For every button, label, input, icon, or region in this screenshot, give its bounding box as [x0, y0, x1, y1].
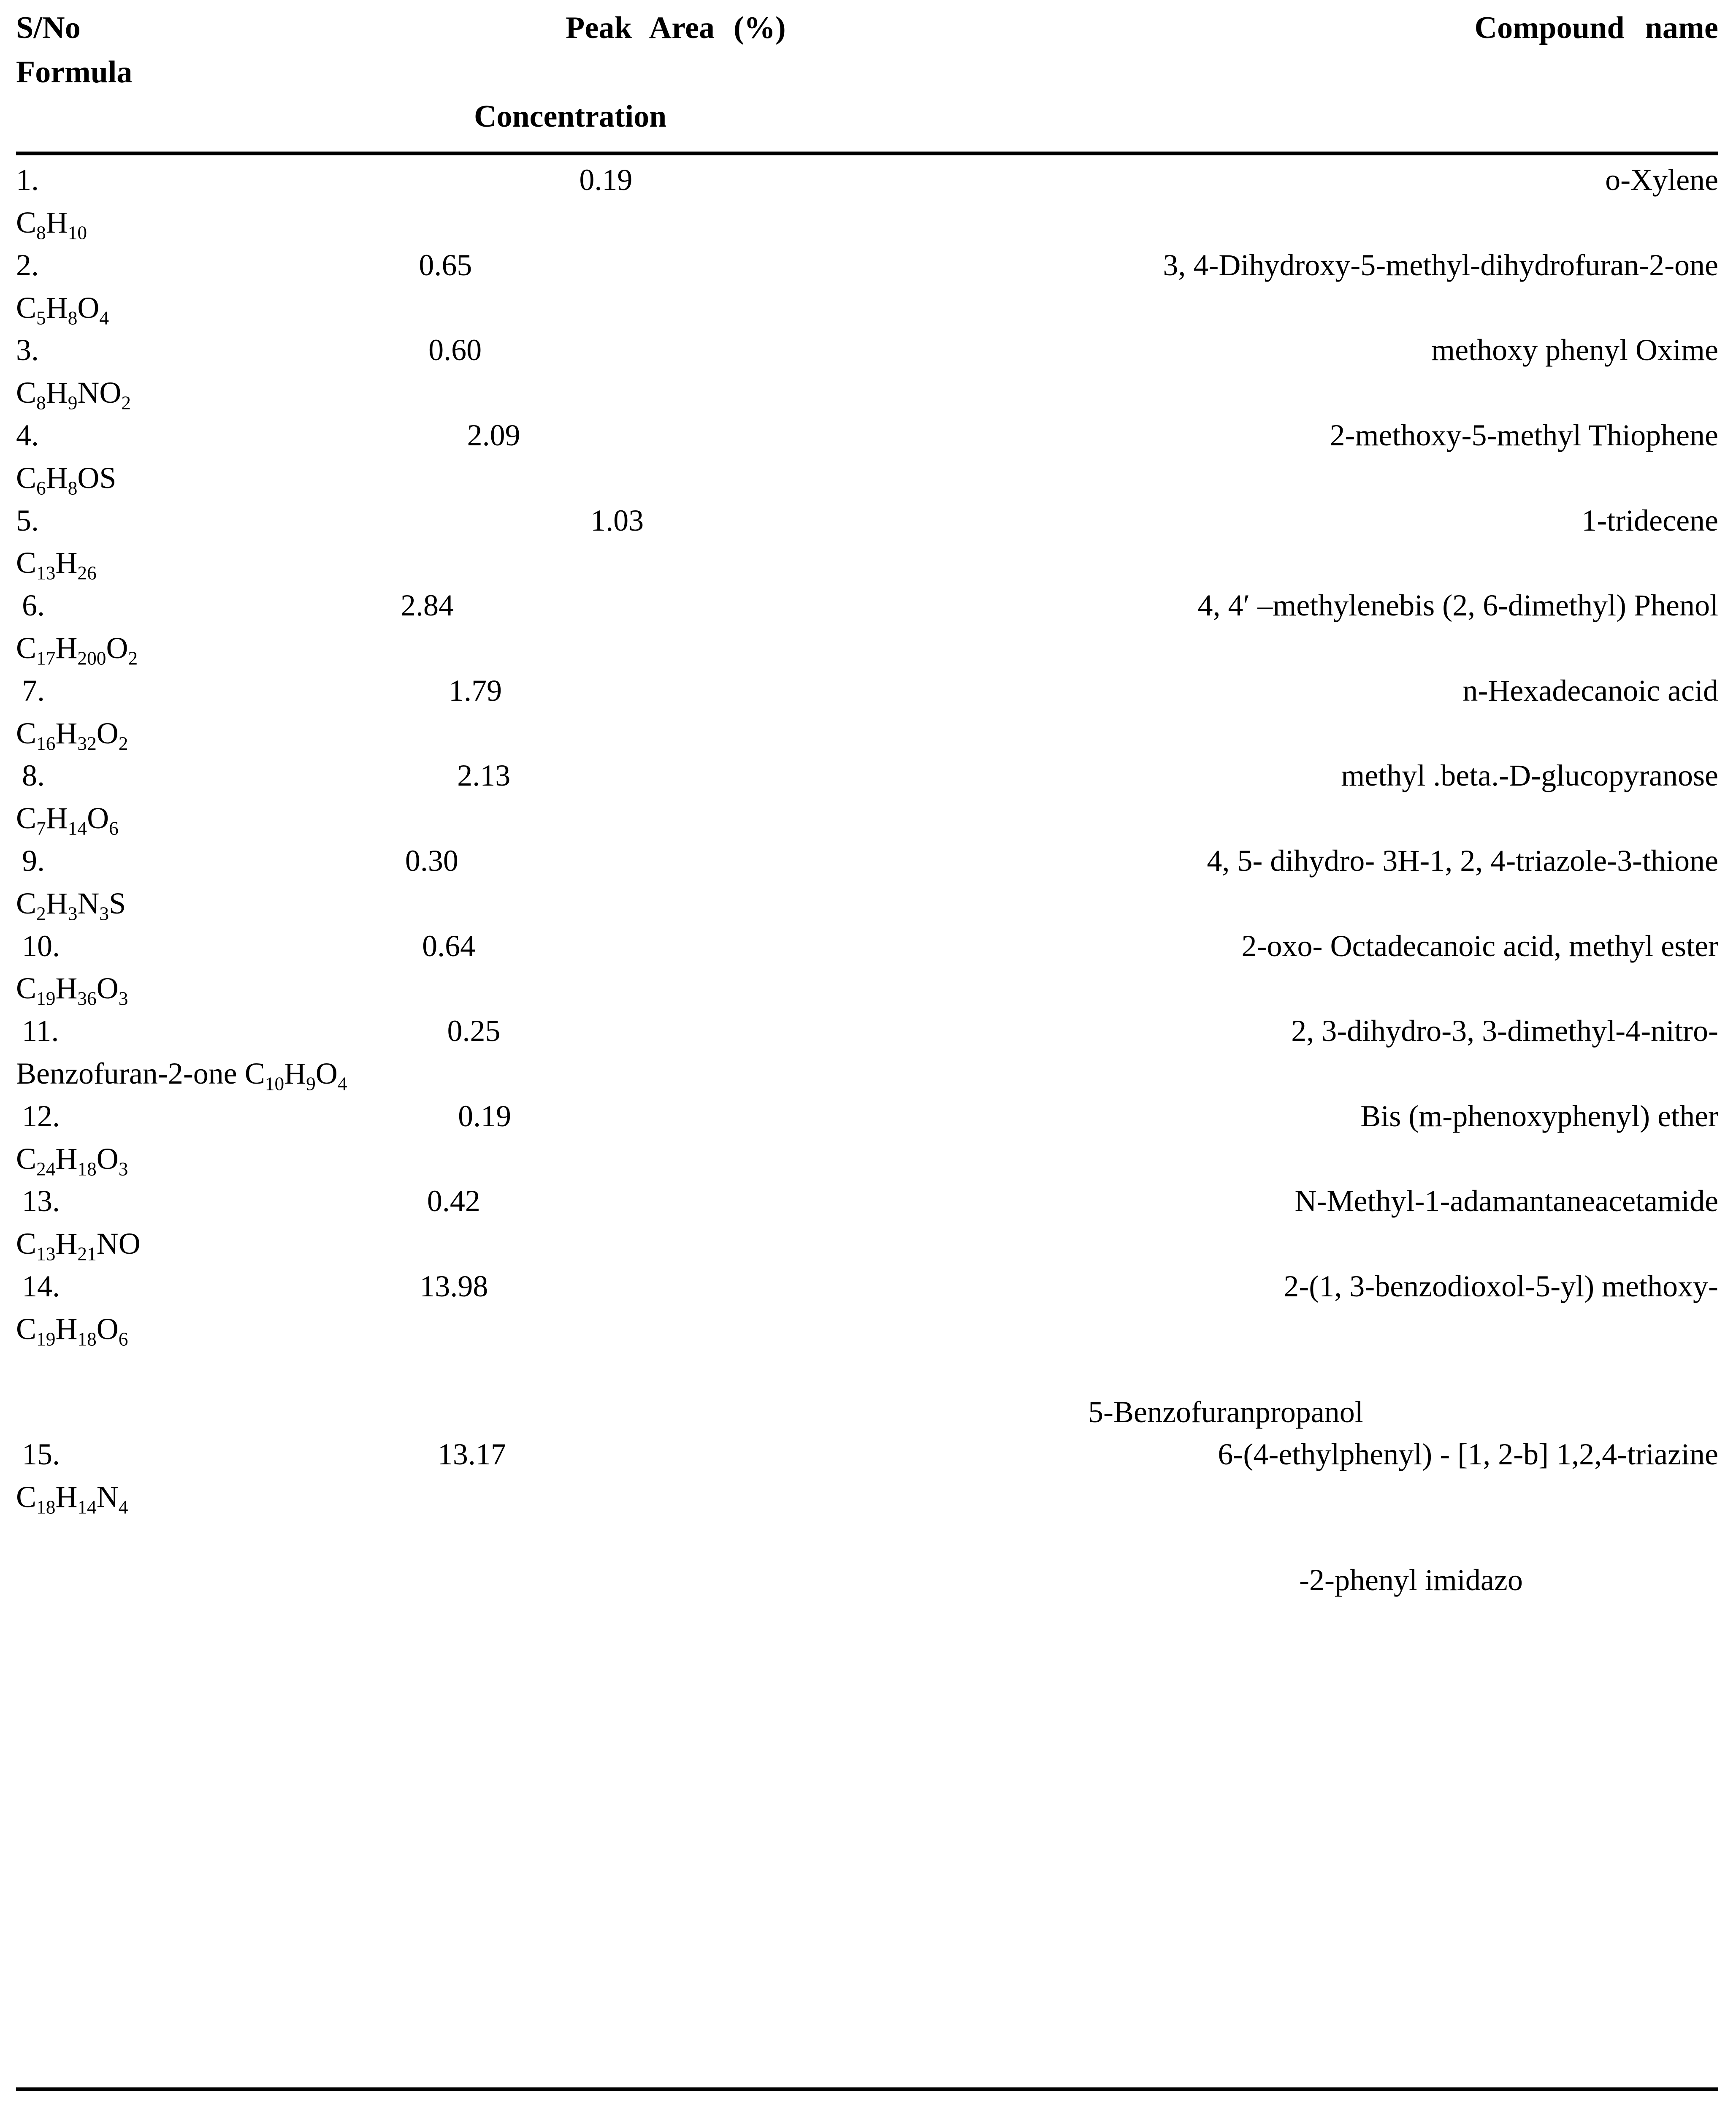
cell-molecular-formula [16, 201, 1718, 244]
cell-molecular-formula [16, 542, 1718, 584]
cell-compound-name-continuation: -2-phenyl imidazo [1299, 1563, 1523, 1597]
table-row-main-line [16, 840, 1718, 882]
column-header-sno: S/No [16, 11, 81, 45]
formula-subscript: 3 [68, 903, 78, 924]
formula-element: NO [96, 1227, 141, 1261]
column-header-formula: Formula [16, 55, 133, 90]
formula-element: C [16, 290, 37, 325]
formula-subscript: 26 [77, 562, 97, 584]
cell-peak-area: 0.65 [419, 248, 472, 282]
table-row-main-line [16, 1010, 1718, 1052]
cell-serial-number: 8. [22, 759, 45, 793]
formula-element: C [16, 631, 37, 665]
cell-molecular-formula [16, 967, 1718, 1010]
cell-peak-area: 0.19 [579, 163, 633, 197]
formula-subscript: 3 [99, 903, 109, 924]
formula-subscript: 18 [77, 1328, 97, 1350]
table-row [16, 499, 1718, 585]
cell-molecular-formula [16, 287, 1718, 329]
formula-prefix: Benzofuran-2-one [16, 1056, 245, 1090]
cell-serial-number: 14. [22, 1269, 60, 1303]
formula-subscript: 24 [36, 1158, 56, 1179]
formula-element: H [55, 1227, 78, 1261]
formula-element: C [16, 1480, 37, 1514]
cell-molecular-formula [16, 1138, 1718, 1180]
cell-serial-number: 9. [22, 843, 45, 878]
table-row [16, 159, 1718, 244]
table-row-main-line [16, 1433, 1718, 1476]
table-row-main-line [16, 329, 1718, 371]
cell-molecular-formula [16, 712, 1718, 755]
cell-compound-name: methoxy phenyl Oxime [1431, 333, 1718, 367]
formula-element: O [77, 290, 100, 325]
formula-element: N [96, 1480, 119, 1514]
cell-molecular-formula [16, 797, 1718, 840]
cell-compound-name: 4, 4′ –methylenebis (2, 6-dimethyl) Phenol [1197, 588, 1718, 623]
cell-serial-number: 5. [16, 503, 39, 537]
cell-molecular-formula [16, 627, 1718, 669]
formula-subscript: 14 [77, 1496, 97, 1518]
cell-serial-number: 7. [22, 673, 45, 707]
formula-element: O [87, 801, 109, 835]
table-row [16, 1180, 1718, 1265]
table-row-main-line [16, 584, 1718, 627]
formula-element: H [55, 1312, 78, 1346]
cell-serial-number: 12. [22, 1099, 60, 1133]
table-row-main-line [16, 754, 1718, 797]
cell-compound-name: 1-tridecene [1582, 503, 1718, 537]
cell-serial-number: 6. [22, 588, 45, 623]
cell-molecular-formula [16, 371, 1718, 414]
formula-element: C [16, 1141, 37, 1176]
cell-compound-name-continuation: 5-Benzofuranpropanol [1088, 1395, 1363, 1429]
formula-subscript: 17 [36, 648, 56, 669]
formula-element: H [46, 376, 68, 410]
row-blank-spacer [16, 1518, 1718, 1559]
cell-peak-area: 0.42 [427, 1184, 480, 1218]
formula-subscript: 36 [77, 988, 97, 1009]
formula-subscript: 13 [36, 562, 56, 584]
row-blank-spacer [16, 1350, 1718, 1391]
formula-element: C [16, 971, 37, 1006]
formula-subscript: 4 [337, 1073, 347, 1095]
table-row [16, 584, 1718, 669]
table-row-main-line [16, 244, 1718, 287]
table-row [16, 329, 1718, 414]
formula-subscript: 200 [77, 648, 106, 669]
formula-element: NO [77, 376, 122, 410]
formula-element: H [55, 716, 78, 750]
cell-peak-area: 2.84 [400, 588, 454, 623]
cell-peak-area: 1.79 [449, 673, 502, 707]
cell-serial-number: 10. [22, 929, 60, 963]
cell-compound-name: 4, 5- dihydro- 3H-1, 2, 4-triazole-3-thione [1207, 843, 1718, 878]
formula-element: C [16, 716, 37, 750]
cell-peak-area: 0.64 [422, 929, 476, 963]
table-row [16, 1433, 1718, 1601]
table-row [16, 754, 1718, 840]
formula-subscript: 2 [128, 648, 138, 669]
formula-element: C [16, 206, 37, 240]
table-row [16, 1095, 1718, 1180]
table-row-main-line [16, 499, 1718, 542]
cell-serial-number: 2. [16, 248, 39, 282]
cell-compound-name: 3, 4-Dihydroxy-5-methyl-dihydrofuran-2-one [1163, 248, 1718, 282]
formula-subscript: 4 [118, 1496, 128, 1518]
table-row [16, 244, 1718, 329]
cell-peak-area: 0.19 [458, 1099, 512, 1133]
formula-subscript: 6 [36, 477, 46, 499]
formula-subscript: 4 [99, 307, 109, 329]
table-body [16, 155, 1718, 1602]
formula-subscript: 19 [36, 1328, 56, 1350]
formula-subscript: 6 [118, 1328, 128, 1350]
cell-peak-area: 2.13 [457, 759, 511, 793]
table-header [16, 0, 1718, 139]
cell-molecular-formula [16, 882, 1718, 925]
formula-element: H [55, 1141, 78, 1176]
formula-subscript: 19 [36, 988, 56, 1009]
formula-element: H [46, 461, 68, 495]
table-bottom-rule [16, 2087, 1718, 2091]
formula-subscript: 5 [36, 307, 46, 329]
column-header-concentration: Concentration [474, 99, 667, 134]
cell-molecular-formula [16, 1308, 1718, 1350]
formula-subscript: 3 [118, 1158, 128, 1179]
formula-element: H [46, 886, 68, 920]
formula-element: H [55, 546, 78, 580]
cell-molecular-formula [16, 1222, 1718, 1265]
cell-molecular-formula [16, 1052, 1718, 1095]
formula-element: H [55, 1480, 78, 1514]
cell-serial-number: 13. [22, 1184, 60, 1218]
cell-compound-name: Bis (m-phenoxyphenyl) ether [1360, 1099, 1718, 1133]
table-row [16, 1265, 1718, 1433]
cell-compound-name: 2-(1, 3-benzodioxol-5-yl) methoxy- [1284, 1269, 1718, 1303]
formula-subscript: 8 [68, 307, 78, 329]
formula-element: H [284, 1056, 306, 1090]
cell-peak-area: 0.30 [405, 843, 458, 878]
formula-element: S [109, 886, 126, 920]
cell-compound-name: 2-methoxy-5-methyl Thiophene [1330, 418, 1718, 453]
cell-serial-number: 4. [16, 418, 39, 453]
formula-element: C [16, 886, 37, 920]
formula-element: O [96, 971, 119, 1006]
table-row-main-line [16, 1095, 1718, 1138]
table-row [16, 840, 1718, 925]
formula-element: H [46, 801, 68, 835]
formula-subscript: 18 [36, 1496, 56, 1518]
formula-subscript: 2 [121, 392, 131, 414]
formula-element: C [16, 1312, 37, 1346]
formula-subscript: 3 [118, 988, 128, 1009]
cell-compound-name: o-Xylene [1605, 163, 1718, 197]
formula-subscript: 2 [36, 903, 46, 924]
formula-subscript: 2 [118, 732, 128, 754]
formula-subscript: 21 [77, 1243, 97, 1265]
cell-peak-area: 1.03 [590, 503, 644, 537]
formula-subscript: 8 [68, 477, 78, 499]
table-row-main-line [16, 414, 1718, 457]
formula-subscript: 10 [68, 222, 87, 244]
table-row [16, 414, 1718, 499]
formula-subscript: 16 [36, 732, 56, 754]
cell-peak-area: 2.09 [467, 418, 520, 453]
formula-subscript: 9 [306, 1073, 316, 1095]
formula-element: H [46, 290, 68, 325]
table-row-main-line [16, 1265, 1718, 1308]
formula-subscript: 6 [109, 818, 119, 839]
cell-molecular-formula [16, 1476, 1718, 1518]
cell-peak-area: 13.17 [437, 1437, 506, 1472]
formula-element: O [106, 631, 128, 665]
formula-element: N [77, 886, 100, 920]
formula-element: O [96, 1141, 119, 1176]
formula-element: C [16, 1227, 37, 1261]
column-header-peak-area: Peak Area (%) [566, 11, 786, 45]
formula-element: C [244, 1056, 265, 1090]
cell-serial-number: 15. [22, 1437, 60, 1472]
formula-element: O [315, 1056, 338, 1090]
header-divider-rule [16, 152, 1718, 155]
table-row-main-line [16, 669, 1718, 712]
cell-compound-name: 2-oxo- Octadecanoic acid, methyl ester [1241, 929, 1718, 963]
cell-peak-area: 13.98 [420, 1269, 488, 1303]
formula-subscript: 10 [265, 1073, 284, 1095]
formula-subscript: 9 [68, 392, 78, 414]
cell-compound-name: N-Methyl-1-adamantaneacetamide [1295, 1184, 1718, 1218]
formula-element: C [16, 376, 37, 410]
column-header-compound-name: Compound name [1474, 11, 1718, 45]
table-row [16, 1010, 1718, 1095]
cell-compound-name: 2, 3-dihydro-3, 3-dimethyl-4-nitro- [1291, 1014, 1718, 1048]
formula-element: C [16, 546, 37, 580]
cell-molecular-formula [16, 457, 1718, 499]
formula-subscript: 7 [36, 818, 46, 839]
header-row-primary [16, 6, 1718, 50]
table-row-main-line [16, 1180, 1718, 1222]
formula-subscript: 18 [77, 1158, 97, 1179]
formula-element: C [16, 461, 37, 495]
cell-serial-number: 11. [22, 1014, 59, 1048]
cell-compound-name: n-Hexadecanoic acid [1462, 673, 1718, 707]
cell-peak-area: 0.25 [447, 1014, 501, 1048]
formula-element: OS [77, 461, 116, 495]
formula-subscript: 8 [36, 392, 46, 414]
cell-serial-number: 1. [16, 163, 39, 197]
formula-element: H [46, 206, 68, 240]
formula-element: H [55, 971, 78, 1006]
formula-subscript: 14 [68, 818, 87, 839]
table-row-main-line [16, 159, 1718, 201]
cell-compound-name: methyl .beta.-D-glucopyranose [1341, 759, 1718, 793]
table-row [16, 925, 1718, 1010]
formula-element: O [96, 716, 119, 750]
formula-subscript: 8 [36, 222, 46, 244]
table-row-main-line [16, 925, 1718, 968]
cell-peak-area: 0.60 [428, 333, 482, 367]
formula-subscript: 32 [77, 732, 97, 754]
cell-serial-number: 3. [16, 333, 39, 367]
formula-element: C [16, 801, 37, 835]
cell-compound-name: 6-(4-ethylphenyl) - [1, 2-b] 1,2,4-triazine [1218, 1437, 1718, 1472]
formula-element: O [96, 1312, 119, 1346]
table-row [16, 669, 1718, 755]
formula-subscript: 13 [36, 1243, 56, 1265]
formula-element: H [55, 631, 78, 665]
